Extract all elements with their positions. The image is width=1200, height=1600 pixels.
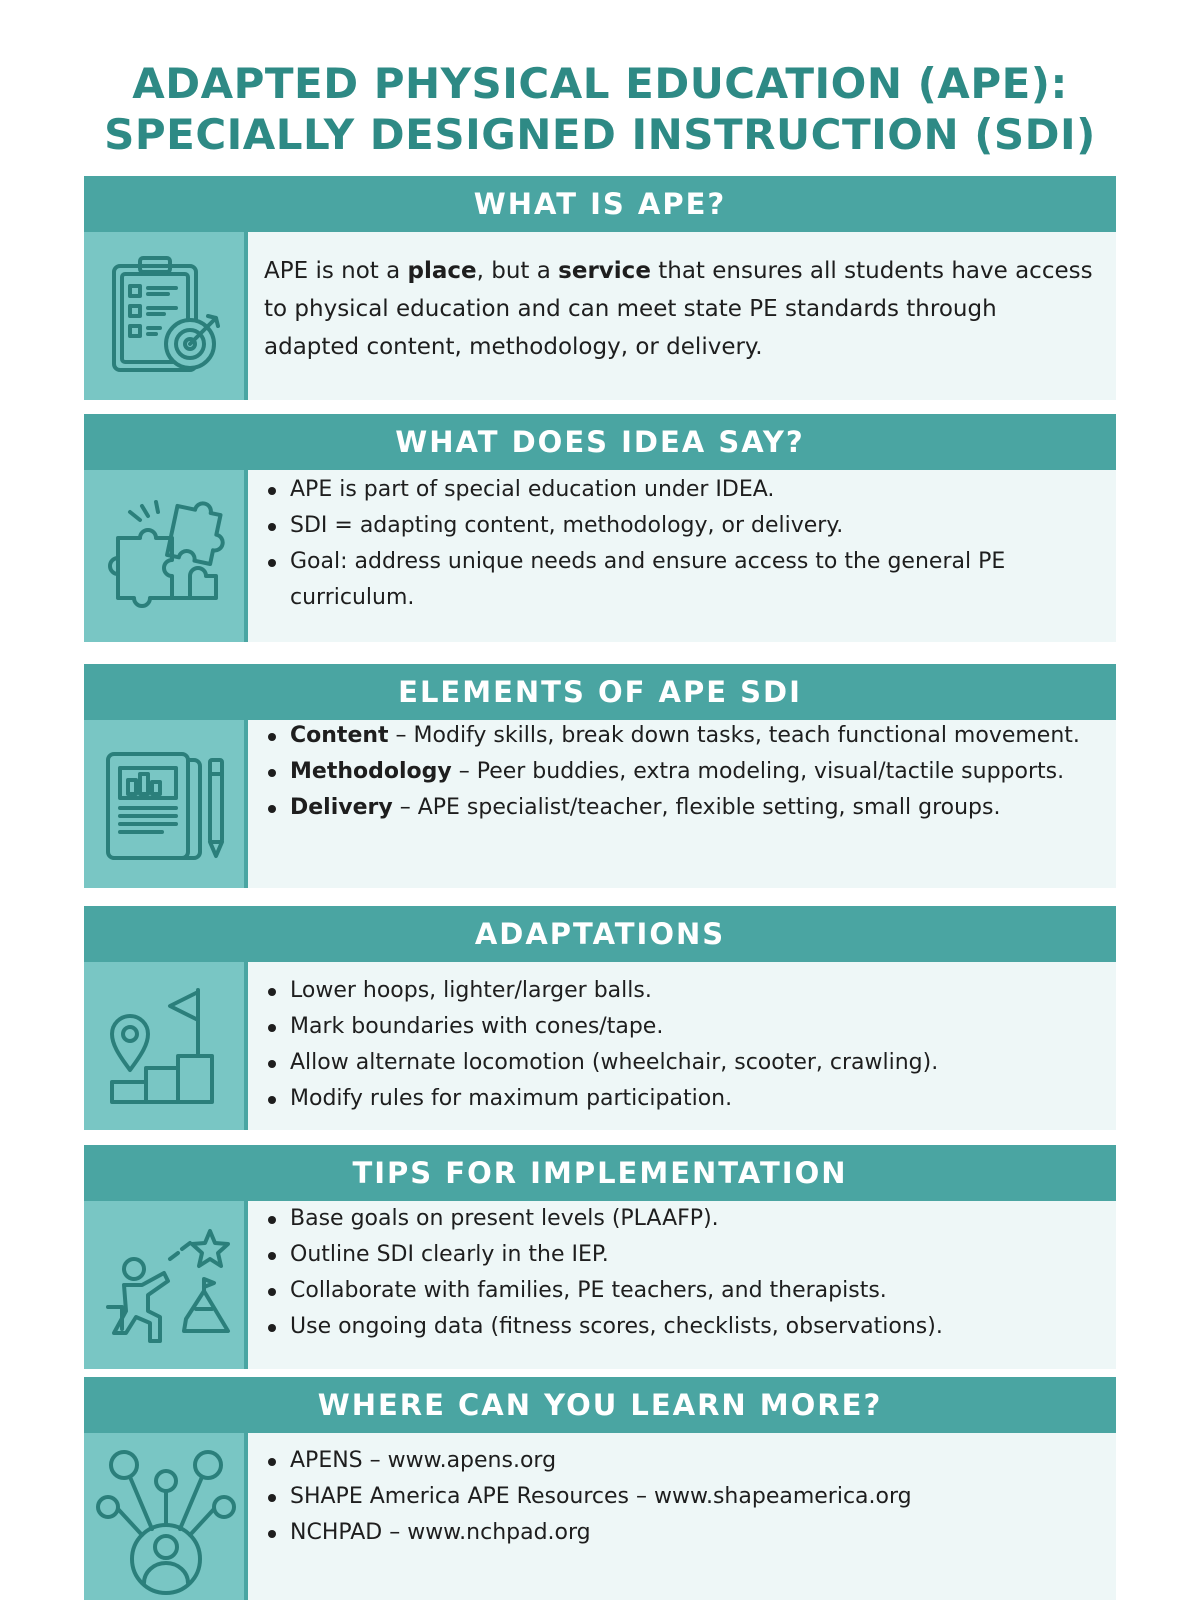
term-content: Content xyxy=(290,723,389,748)
section-adaptations xyxy=(84,906,1116,1130)
resources-list xyxy=(264,1443,1098,1551)
list-item: Modify rules for maximum participation. xyxy=(264,1081,1098,1117)
adaptations-list xyxy=(264,973,1098,1117)
item-text: – APE specialist/teacher, flexible setting, small groups. xyxy=(392,795,1001,820)
item-text: – Modify skills, break down tasks, teach functional movement. xyxy=(388,723,1080,748)
term-delivery: Delivery xyxy=(290,795,393,820)
bold-service: service xyxy=(558,258,651,284)
list-item: Use ongoing data (fitness scores, checklists, observations). xyxy=(264,1309,1098,1345)
bold-place: place xyxy=(407,258,477,284)
text-run: , but a xyxy=(476,258,559,284)
title-line-1: ADAPTED PHYSICAL EDUCATION (APE): xyxy=(132,59,1068,108)
what-is-ape-paragraph xyxy=(264,252,1098,366)
network-person-icon xyxy=(96,1437,236,1597)
list-item: Goal: address unique needs and ensure access to the general PE curriculum. xyxy=(264,544,1098,616)
list-item: Allow alternate locomotion (wheelchair, scooter, crawling). xyxy=(264,1045,1098,1081)
list-item xyxy=(264,754,1098,790)
list-item: SDI = adapting content, methodology, or delivery. xyxy=(264,508,1098,544)
item-text: – Peer buddies, extra modeling, visual/tactile supports. xyxy=(451,759,1065,784)
location-steps-flag-icon xyxy=(104,984,228,1108)
list-item: Mark boundaries with cones/tape. xyxy=(264,1009,1098,1045)
list-item: SHAPE America APE Resources – www.shapeamerica.org xyxy=(264,1479,1098,1515)
section-header: WHAT IS APE? xyxy=(84,176,1116,232)
section-header: ADAPTATIONS xyxy=(84,906,1116,962)
list-item xyxy=(264,718,1098,754)
section-header: WHAT DOES IDEA SAY? xyxy=(84,414,1116,470)
page-title xyxy=(0,58,1200,160)
icon-panel xyxy=(84,1433,248,1600)
list-item: Collaborate with families, PE teachers, and therapists. xyxy=(264,1273,1098,1309)
title-line-2: SPECIALLY DESIGNED INSTRUCTION (SDI) xyxy=(104,110,1096,159)
section-body xyxy=(84,470,1116,642)
term-methodology: Methodology xyxy=(290,759,452,784)
list-item: Outline SDI clearly in the IEP. xyxy=(264,1237,1098,1273)
icon-panel xyxy=(84,470,248,642)
section-header: WHERE CAN YOU LEARN MORE? xyxy=(84,1377,1116,1433)
list-item xyxy=(264,790,1098,826)
clipboard-target-icon xyxy=(104,254,228,378)
list-item: Base goals on present levels (PLAAFP). xyxy=(264,1201,1098,1237)
report-pencil-icon xyxy=(102,742,230,866)
section-tips xyxy=(84,1145,1116,1369)
list-item: NCHPAD – www.nchpad.org xyxy=(264,1515,1098,1551)
section-elements xyxy=(84,664,1116,888)
idea-list xyxy=(264,472,1098,616)
section-what-is-ape xyxy=(84,176,1116,400)
icon-panel xyxy=(84,962,248,1130)
section-body xyxy=(84,962,1116,1130)
icon-panel xyxy=(84,1201,248,1369)
section-idea xyxy=(84,414,1116,642)
section-header: ELEMENTS OF APE SDI xyxy=(84,664,1116,720)
list-item: APE is part of special education under IDEA. xyxy=(264,472,1098,508)
text-run: that ensures all students have access to physical education and can meet state PE standards through adapted content, methodology, or delivery. xyxy=(264,258,1093,360)
text-run: APE is not a xyxy=(264,258,408,284)
section-header: TIPS FOR IMPLEMENTATION xyxy=(84,1145,1116,1201)
person-star-goal-icon xyxy=(98,1223,234,1347)
tips-list xyxy=(264,1201,1098,1345)
section-body xyxy=(84,720,1116,888)
icon-panel xyxy=(84,232,248,400)
section-body xyxy=(84,1201,1116,1369)
section-learn-more xyxy=(84,1377,1116,1600)
section-body xyxy=(84,232,1116,400)
list-item: APENS – www.apens.org xyxy=(264,1443,1098,1479)
elements-list xyxy=(264,718,1098,826)
icon-panel xyxy=(84,720,248,888)
list-item: Lower hoops, lighter/larger balls. xyxy=(264,973,1098,1009)
section-body xyxy=(84,1433,1116,1600)
puzzle-icon xyxy=(104,494,228,618)
